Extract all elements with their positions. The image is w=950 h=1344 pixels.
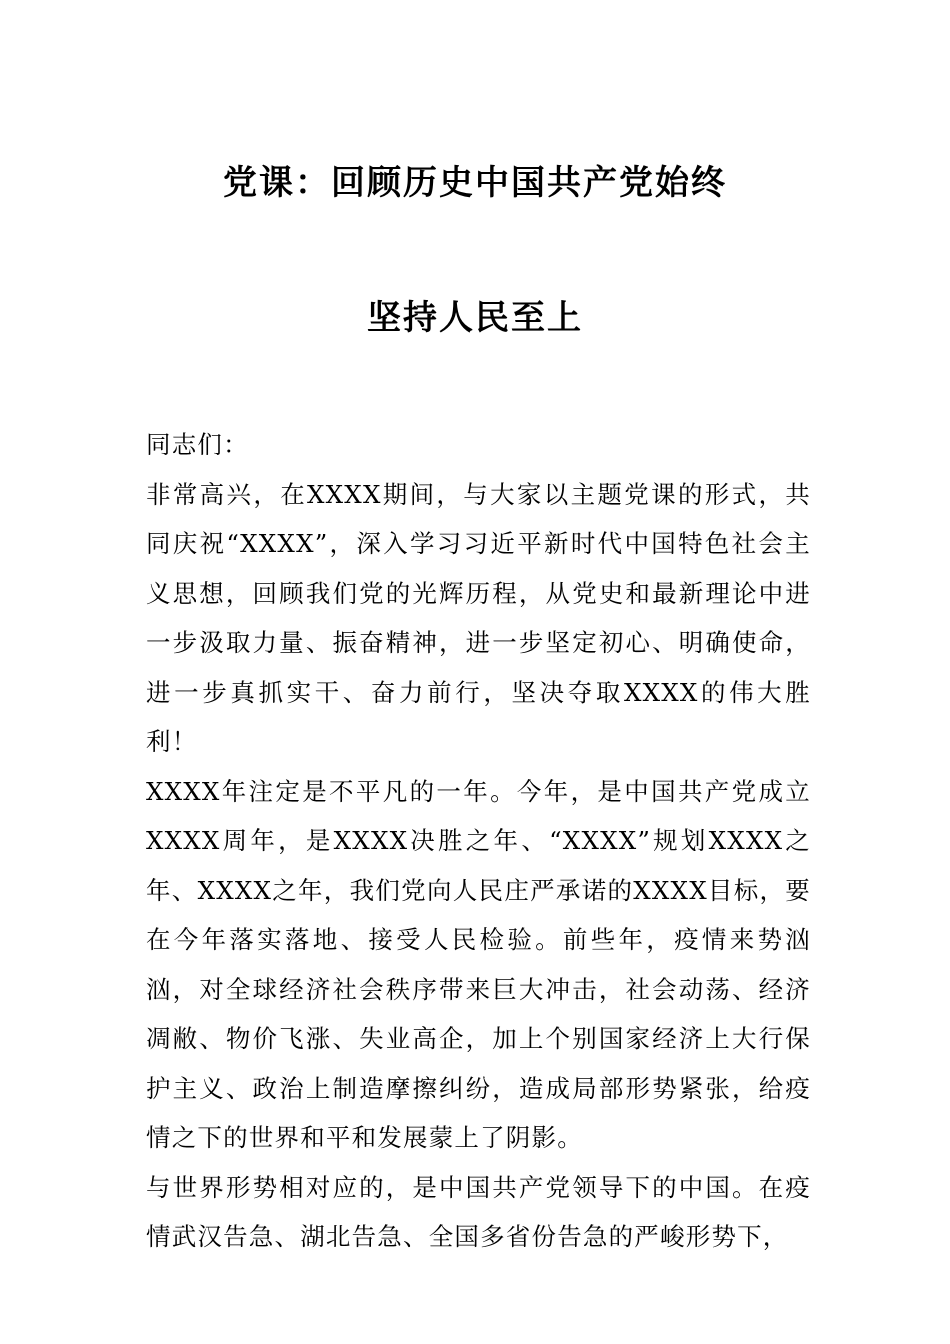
document-body xyxy=(146,420,811,1262)
document-title-line-1: 党课：回顾历史中国共产党始终 xyxy=(223,163,727,203)
paragraph-1: 非常高兴，在XXXX期间，与大家以主题党课的形式，共同庆祝“XXXX”，深入学习习近平新时代中国特色社会主义思想，回顾我们党的光辉历程，从党史和最新理论中进一步汲取力量、振奋精神，进一步坚定初心、明确使命，进一步真抓实干、奋力前行，坚决夺取XXXX的伟大胜利！ xyxy=(146,479,811,756)
document-title-line-2: 坚持人民至上 xyxy=(367,298,583,338)
paragraph-2: XXXX年注定是不平凡的一年。今年，是中国共产党成立XXXX周年，是XXXX决胜之年、“XXXX”规划XXXX之年、XXXX之年，我们党向人民庄严承诺的XXXX目标，要在今年落实落地、接受人民检验。前些年，疫情来势汹汹，对全球经济社会秩序带来巨大冲击，社会动荡、经济凋敝、物价飞涨、失业高企，加上个别国家经济上大行保护主义、政治上制造摩擦纠纷，造成局部形势紧张，给疫情之下的世界和平和发展蒙上了阴影。 xyxy=(146,776,811,1152)
paragraph-3: 与世界形势相对应的，是中国共产党领导下的中国。在疫情武汉告急、湖北告急、全国多省份告急的严峻形势下， xyxy=(146,1172,811,1251)
salutation: 同志们： xyxy=(146,430,249,459)
